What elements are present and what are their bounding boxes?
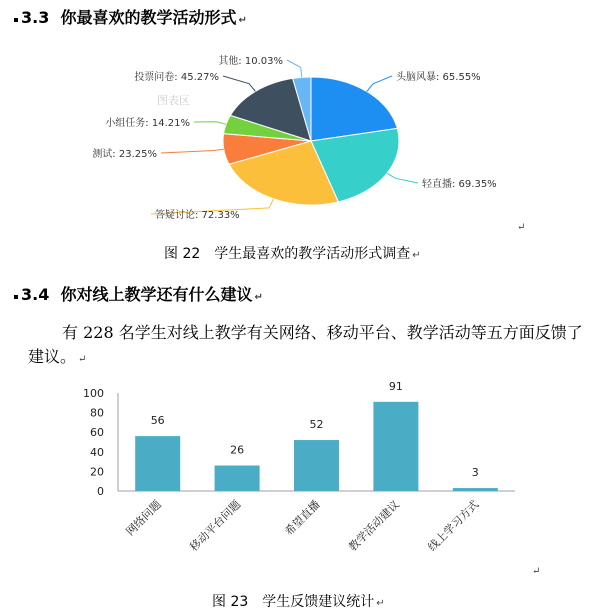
pie-slices <box>223 77 399 205</box>
section-title: 你对线上教学还有什么建议 <box>60 285 253 304</box>
bar <box>373 402 418 491</box>
x-category-label: 希望直播 <box>282 497 323 539</box>
bar <box>215 466 260 491</box>
paragraph-mark: ↵ <box>376 598 385 609</box>
x-category-label: 教学活动建议 <box>346 497 403 554</box>
pie-leader-line <box>223 76 255 91</box>
y-tick-label: 100 <box>83 387 104 400</box>
x-category-label: 移动平台问题 <box>187 497 244 554</box>
bar-value-label: 3 <box>471 466 479 480</box>
pie-leader-line <box>194 122 226 125</box>
caption-text: 图 22 学生最喜欢的教学活动形式调查 <box>164 246 411 262</box>
figure-22-caption <box>164 243 421 263</box>
pie-leader-line <box>387 173 418 183</box>
bar-value-label: 56 <box>150 414 165 428</box>
pie-leader-line <box>287 60 302 77</box>
y-tick-label: 0 <box>97 485 104 498</box>
x-category-label: 网络问题 <box>123 497 164 539</box>
paragraph-mark: ↵ <box>254 292 263 303</box>
caption-text: 图 23 学生反馈建议统计 <box>212 594 375 610</box>
bar <box>135 436 180 491</box>
heading-bullet <box>14 295 18 299</box>
section-3-3-heading <box>14 5 247 28</box>
pie-chart <box>0 36 600 236</box>
bar-value-label: 52 <box>309 418 324 432</box>
paragraph-mark: ↵ <box>412 250 421 261</box>
pie-leader-line <box>161 149 224 153</box>
bar-value-label: 91 <box>388 379 403 393</box>
heading-bullet <box>14 18 18 22</box>
paragraph-mark: ↵ <box>238 15 247 26</box>
paragraph-text: 有 228 名学生对线上教学有关网络、移动平台、教学活动等五方面反馈了建议。 <box>28 323 583 366</box>
pie-slice-label: 头脑风暴: 65.55% <box>396 72 481 83</box>
section-number: 3.4 <box>21 285 50 304</box>
bar-marks <box>123 380 498 554</box>
pie-slice-label: 测试: 23.25% <box>92 149 157 160</box>
bar-value-label: 26 <box>230 443 245 457</box>
pie-slice-label: 轻直播: 69.35% <box>422 179 497 190</box>
paragraph-mark: ↵ <box>78 354 87 365</box>
bar <box>453 488 498 491</box>
bar <box>294 440 339 491</box>
y-tick-label: 40 <box>90 445 104 459</box>
pie-slice-label: 答疑讨论: 72.33% <box>155 210 240 221</box>
bar-chart <box>0 370 600 585</box>
body-paragraph <box>28 321 584 372</box>
section-title: 你最喜欢的教学活动形式 <box>60 8 237 27</box>
y-tick-label: 20 <box>90 465 104 479</box>
paragraph-mark: ↵ <box>517 222 526 233</box>
pie-slice-label: 其他: 10.03% <box>218 56 283 67</box>
figure-23-caption <box>212 591 385 611</box>
pie-leader-line <box>367 76 392 91</box>
x-category-label: 线上学习方式 <box>425 497 482 554</box>
chart-area-watermark: 图表区 <box>157 94 190 107</box>
section-number: 3.3 <box>21 8 50 27</box>
paragraph-mark: ↵ <box>532 566 541 577</box>
y-tick-label: 60 <box>90 426 104 440</box>
pie-slice-label: 投票问卷: 45.27% <box>134 72 219 83</box>
y-tick-label: 80 <box>90 406 104 420</box>
pie-slice-label: 小组任务: 14.21% <box>105 118 190 129</box>
section-3-4-heading <box>14 282 263 305</box>
